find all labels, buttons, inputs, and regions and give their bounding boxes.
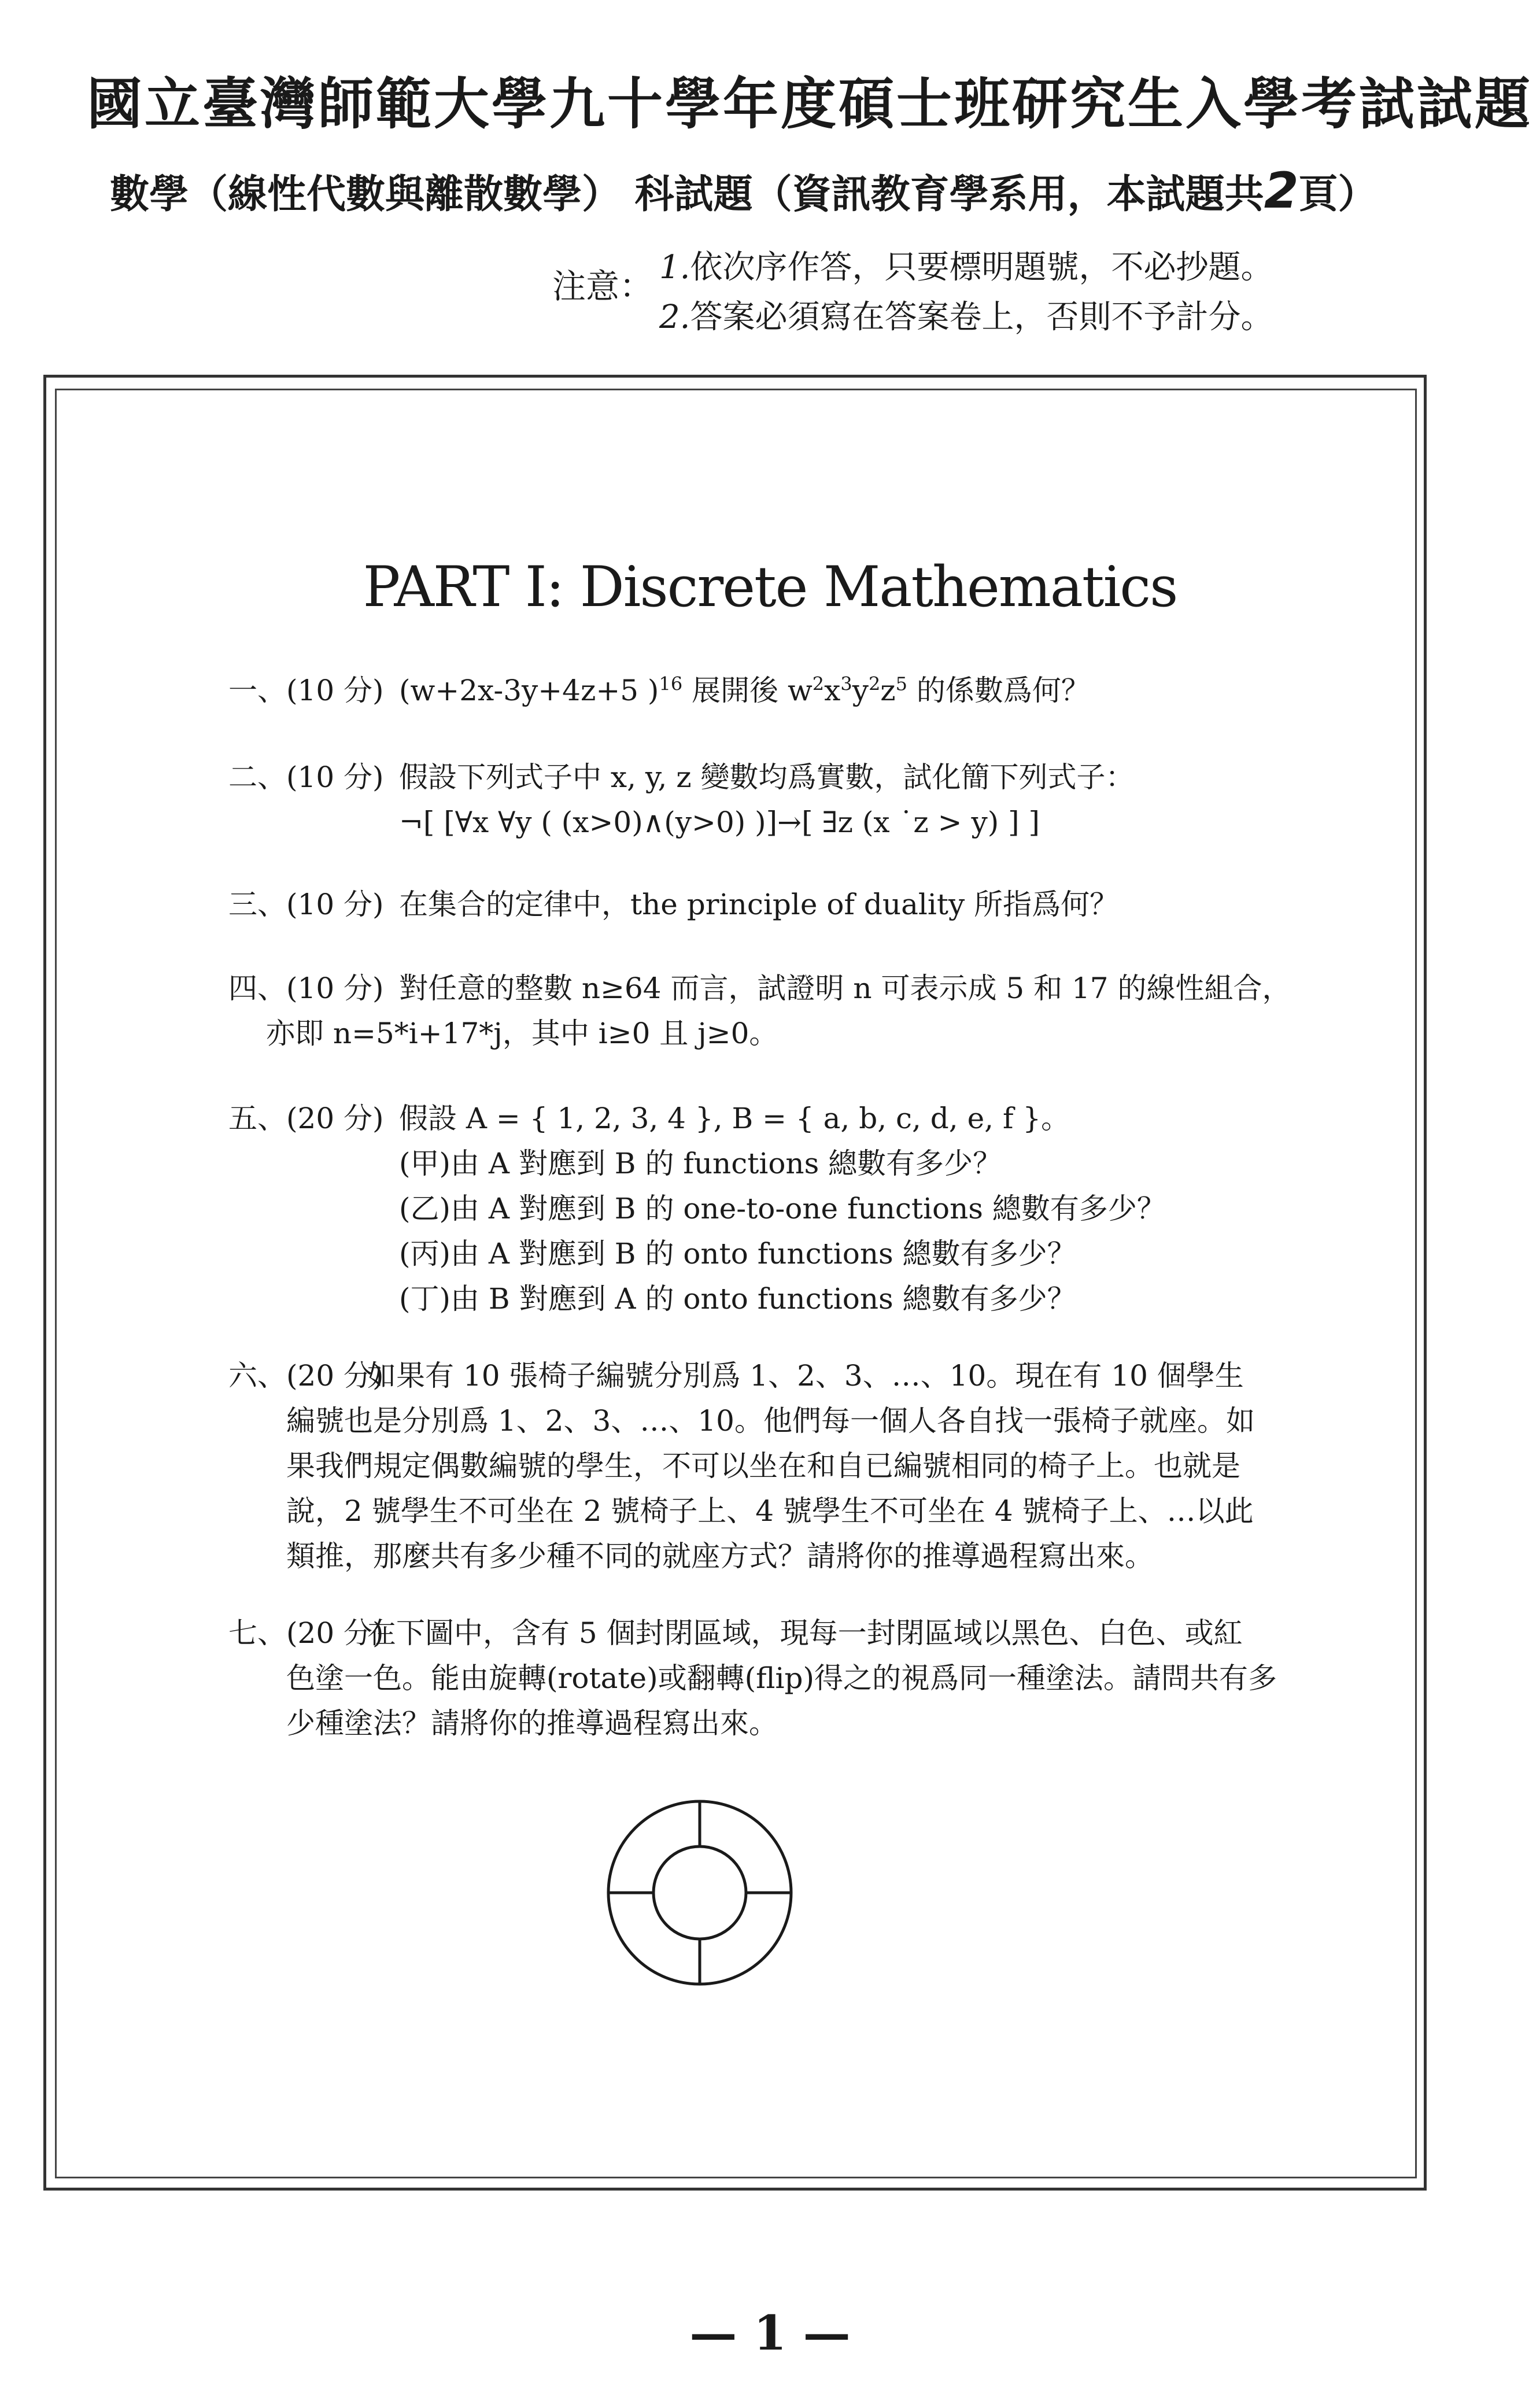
- notice-label: 注意：: [552, 267, 653, 306]
- question-line: 色塗一色。能由旋轉(rotate)或翻轉(flip)得之的視爲同一種塗法。請問共有多: [286, 1661, 1277, 1695]
- notice-list: [659, 243, 1273, 342]
- variable: x: [824, 674, 841, 707]
- question-5: [228, 1096, 1166, 1321]
- question-number: 六、(20 分): [228, 1359, 384, 1393]
- question-7: [228, 1611, 1277, 1746]
- sub-question: (乙)由 A 對應到 B 的 one-to-one functions 總數有多少？: [399, 1192, 1166, 1225]
- question-3: [228, 882, 1118, 927]
- question-number: 四、(10 分): [228, 972, 384, 1005]
- variable: z: [880, 674, 896, 707]
- question-line: 在集合的定律中，the principle of duality 所指爲何？: [399, 888, 1119, 921]
- question-line: 亦即 n=5*i+17*j，其中 i≥0 且 j≥0。: [266, 1017, 778, 1050]
- question-line: 假設 A = { 1, 2, 3, 4 }, B = { a, b, c, d, e, f }。: [399, 1102, 1070, 1135]
- notice-item-2: [659, 293, 1273, 342]
- question-6: [228, 1353, 1255, 1579]
- question-1: [228, 668, 1090, 713]
- question-text: [399, 668, 1090, 713]
- question-4: [228, 966, 1291, 1056]
- subtitle-end: 頁）: [1298, 171, 1377, 217]
- question-line: 果我們規定偶數編號的學生，不可以坐在和自已編號相同的椅子上。也就是: [286, 1449, 1240, 1483]
- expression-mid: 展開後 w: [682, 674, 813, 707]
- exponent: 16: [659, 673, 683, 695]
- logic-formula: ¬[ [∀x ∀y ( (x>0)∧(y>0) )]→[ ∃z (x ˙z > y) ] ]: [399, 806, 1040, 839]
- notice-item-number: 2.: [659, 298, 690, 336]
- page-number: — 1 —: [689, 2306, 851, 2361]
- subtitle-text: 數學（線性代數與離散數學） 科試題（資訊教育學系用，本試題共: [110, 171, 1264, 217]
- expression: (w+2x-3y+4z+5 ): [399, 674, 659, 707]
- question-number: 三、(10 分): [228, 888, 384, 921]
- exponent: 2: [868, 673, 881, 695]
- question-line: 少種塗法？請將你的推導過程寫出來。: [286, 1707, 778, 1740]
- notice-item-text: 答案必須寫在答案卷上，否則不予計分。: [690, 298, 1273, 336]
- variable: y: [852, 674, 869, 707]
- question-number: 二、(10 分): [228, 760, 384, 794]
- question-line: 對任意的整數 n≥64 而言，試證明 n 可表示成 5 和 17 的線性組合，: [399, 972, 1291, 1005]
- ring-diagram: [604, 1797, 795, 1988]
- question-line: 在下圖中，含有 5 個封閉區域，現每一封閉區域以黑色、白色、或紅: [367, 1616, 1243, 1650]
- notice-item-1: [659, 243, 1273, 293]
- question-number: 七、(20 分): [228, 1616, 384, 1650]
- exam-subtitle: [110, 162, 1377, 220]
- exponent: 2: [812, 673, 825, 695]
- question-line: 假設下列式子中 x, y, z 變數均爲實數，試化簡下列式子：: [399, 760, 1135, 794]
- sub-question: (丙)由 A 對應到 B 的 onto functions 總數有多少？: [399, 1237, 1076, 1270]
- part-title: PART I: Discrete Mathematics: [363, 555, 1177, 619]
- question-text: [399, 882, 1118, 927]
- inner-circle: [653, 1846, 746, 1939]
- question-text: [399, 1096, 1166, 1321]
- expression-tail: 的係數爲何？: [907, 674, 1090, 707]
- sub-question: (甲)由 A 對應到 B 的 functions 總數有多少？: [399, 1147, 1002, 1180]
- question-text: [399, 755, 1135, 845]
- question-line: 編號也是分別爲 1、2、3、…、10。他們每一個人各自找一張椅子就座。如: [286, 1404, 1255, 1438]
- exponent: 3: [840, 673, 852, 695]
- sub-question: (丁)由 B 對應到 A 的 onto functions 總數有多少？: [399, 1282, 1076, 1316]
- notice-item-text: 依次序作答，只要標明題號，不必抄題。: [690, 249, 1273, 286]
- page-count: 2: [1264, 162, 1299, 220]
- question-line: 如果有 10 張椅子編號分別爲 1、2、3、…、10。現在有 10 個學生: [367, 1359, 1244, 1393]
- question-line: 說，2 號學生不可坐在 2 號椅子上、4 號學生不可坐在 4 號椅子上、…以此: [286, 1494, 1254, 1528]
- question-2: [228, 755, 1135, 845]
- question-number: 一、(10 分): [228, 674, 384, 707]
- notice-item-number: 1.: [659, 249, 690, 286]
- question-line: 類推，那麼共有多少種不同的就座方式？請將你的推導過程寫出來。: [286, 1539, 1154, 1573]
- question-text: [399, 966, 1291, 1011]
- question-number: 五、(20 分): [228, 1102, 384, 1135]
- exponent: 5: [895, 673, 907, 695]
- exam-title: 國立臺灣師範大學九十學年度碩士班研究生入學考試試題: [87, 71, 1532, 136]
